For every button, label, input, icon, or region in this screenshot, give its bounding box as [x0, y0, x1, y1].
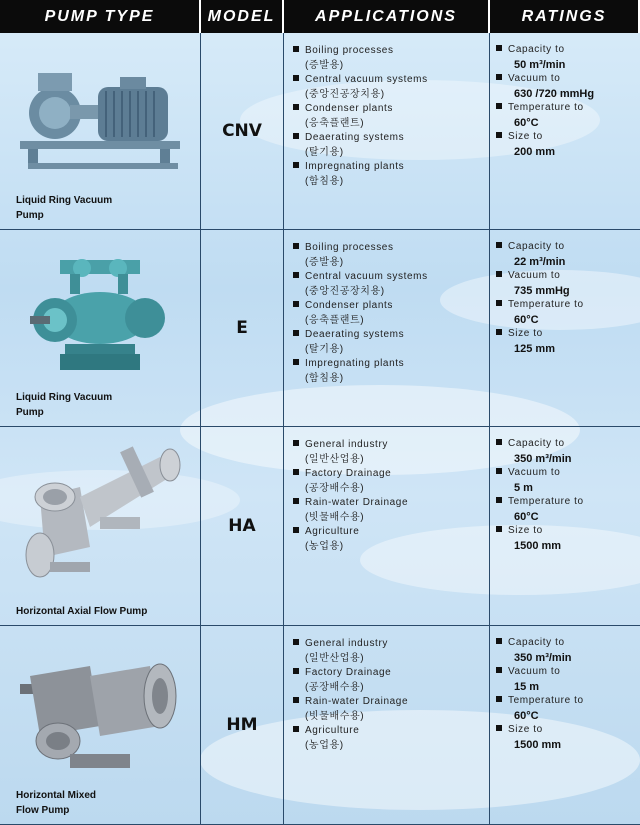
application-item: General industry (일반산업용) — [293, 438, 489, 467]
pump-type-cell — [0, 230, 201, 427]
applications-list — [284, 427, 490, 626]
model-code: HA — [201, 427, 284, 626]
header-applications: APPLICATIONS — [284, 0, 490, 33]
model-code: HM — [201, 626, 284, 825]
application-item: Agriculture (농업용) — [293, 525, 489, 554]
rating-label: Temperature to — [496, 298, 640, 313]
ratings-list — [490, 33, 640, 230]
rating-value: 200 mm — [514, 145, 555, 158]
rating-label: Capacity to — [496, 240, 640, 255]
application-item: Central vacuum systems (중앙진공장치용) — [293, 270, 489, 299]
pump-name: Horizontal Axial Flow Pump — [16, 606, 148, 617]
pump-name: Liquid Ring Vacuum Pump — [16, 195, 113, 221]
axial-flow-pump-image — [10, 437, 190, 587]
application-item: Impregnating plants (함침용) — [293, 357, 489, 386]
rating-value: 60°C — [514, 510, 539, 523]
rating-label: Vacuum to — [496, 269, 640, 284]
rating-value: 60°C — [514, 116, 539, 129]
application-item: Factory Drainage (공장배수용) — [293, 467, 489, 496]
pump-type-cell — [0, 427, 201, 626]
rating-value: 60°C — [514, 313, 539, 326]
model-code: E — [201, 230, 284, 427]
rating-value: 5 m — [514, 481, 533, 494]
rating-label: Capacity to — [496, 43, 640, 58]
rating-value: 15 m — [514, 680, 540, 693]
rating-label: Vacuum to — [496, 665, 640, 680]
rating-value: 50 m³/min — [514, 58, 566, 71]
application-item: Rain-water Drainage (빗물배수용) — [293, 695, 489, 724]
application-item: Agriculture (농업용) — [293, 724, 489, 753]
header-pump-type: PUMP TYPE — [0, 0, 201, 33]
pump-name: Liquid Ring Vacuum Pump — [16, 392, 113, 418]
rating-label: Capacity to — [496, 437, 640, 452]
rating-value: 1500 mm — [514, 539, 562, 552]
rating-value: 630 /720 mmHg — [514, 87, 595, 100]
application-item: Rain-water Drainage (빗물배수용) — [293, 496, 489, 525]
application-item: Condenser plants (응축플랜트) — [293, 299, 489, 328]
application-item: Boiling processes (증발용) — [293, 241, 489, 270]
application-item: Condenser plants (응축플랜트) — [293, 102, 489, 131]
rating-value: 60°C — [514, 709, 539, 722]
application-item: Factory Drainage (공장배수용) — [293, 666, 489, 695]
rating-value: 735 mmHg — [514, 284, 570, 297]
application-item: Central vacuum systems (중앙진공장치용) — [293, 73, 489, 102]
application-item: Deaerating systems (탈기용) — [293, 328, 489, 357]
rating-label: Capacity to — [496, 636, 640, 651]
rating-label: Temperature to — [496, 694, 640, 709]
rating-label: Vacuum to — [496, 466, 640, 481]
rating-label: Size to — [496, 524, 640, 539]
rating-label: Temperature to — [496, 495, 640, 510]
rating-label: Vacuum to — [496, 72, 640, 87]
rating-label: Size to — [496, 327, 640, 342]
liquid-ring-pump-image — [10, 240, 190, 390]
application-item: Deaerating systems (탈기용) — [293, 131, 489, 160]
model-code: CNV — [201, 33, 284, 230]
application-item: Impregnating plants (함침용) — [293, 160, 489, 189]
mixed-flow-pump-image — [10, 636, 190, 786]
rating-value: 350 m³/min — [514, 452, 572, 465]
rating-label: Size to — [496, 723, 640, 738]
ratings-list — [490, 626, 640, 825]
pump-type-cell — [0, 33, 201, 230]
application-item: General industry (일반산업용) — [293, 637, 489, 666]
ratings-list — [490, 230, 640, 427]
liquid-ring-pump-image — [10, 43, 190, 193]
rating-value: 1500 mm — [514, 738, 562, 751]
rating-label: Temperature to — [496, 101, 640, 116]
header-model: MODEL — [201, 0, 284, 33]
pump-type-cell — [0, 626, 201, 825]
applications-list — [284, 626, 490, 825]
pump-name: Horizontal Mixed Flow Pump — [16, 790, 97, 816]
rating-value: 350 m³/min — [514, 651, 572, 664]
applications-list — [284, 230, 490, 427]
rating-value: 125 mm — [514, 342, 555, 355]
rating-value: 22 m³/min — [514, 255, 566, 268]
rating-label: Size to — [496, 130, 640, 145]
application-item: Boiling processes (증발용) — [293, 44, 489, 73]
header-ratings: RATINGS — [490, 0, 640, 33]
ratings-list — [490, 427, 640, 626]
applications-list — [284, 33, 490, 230]
